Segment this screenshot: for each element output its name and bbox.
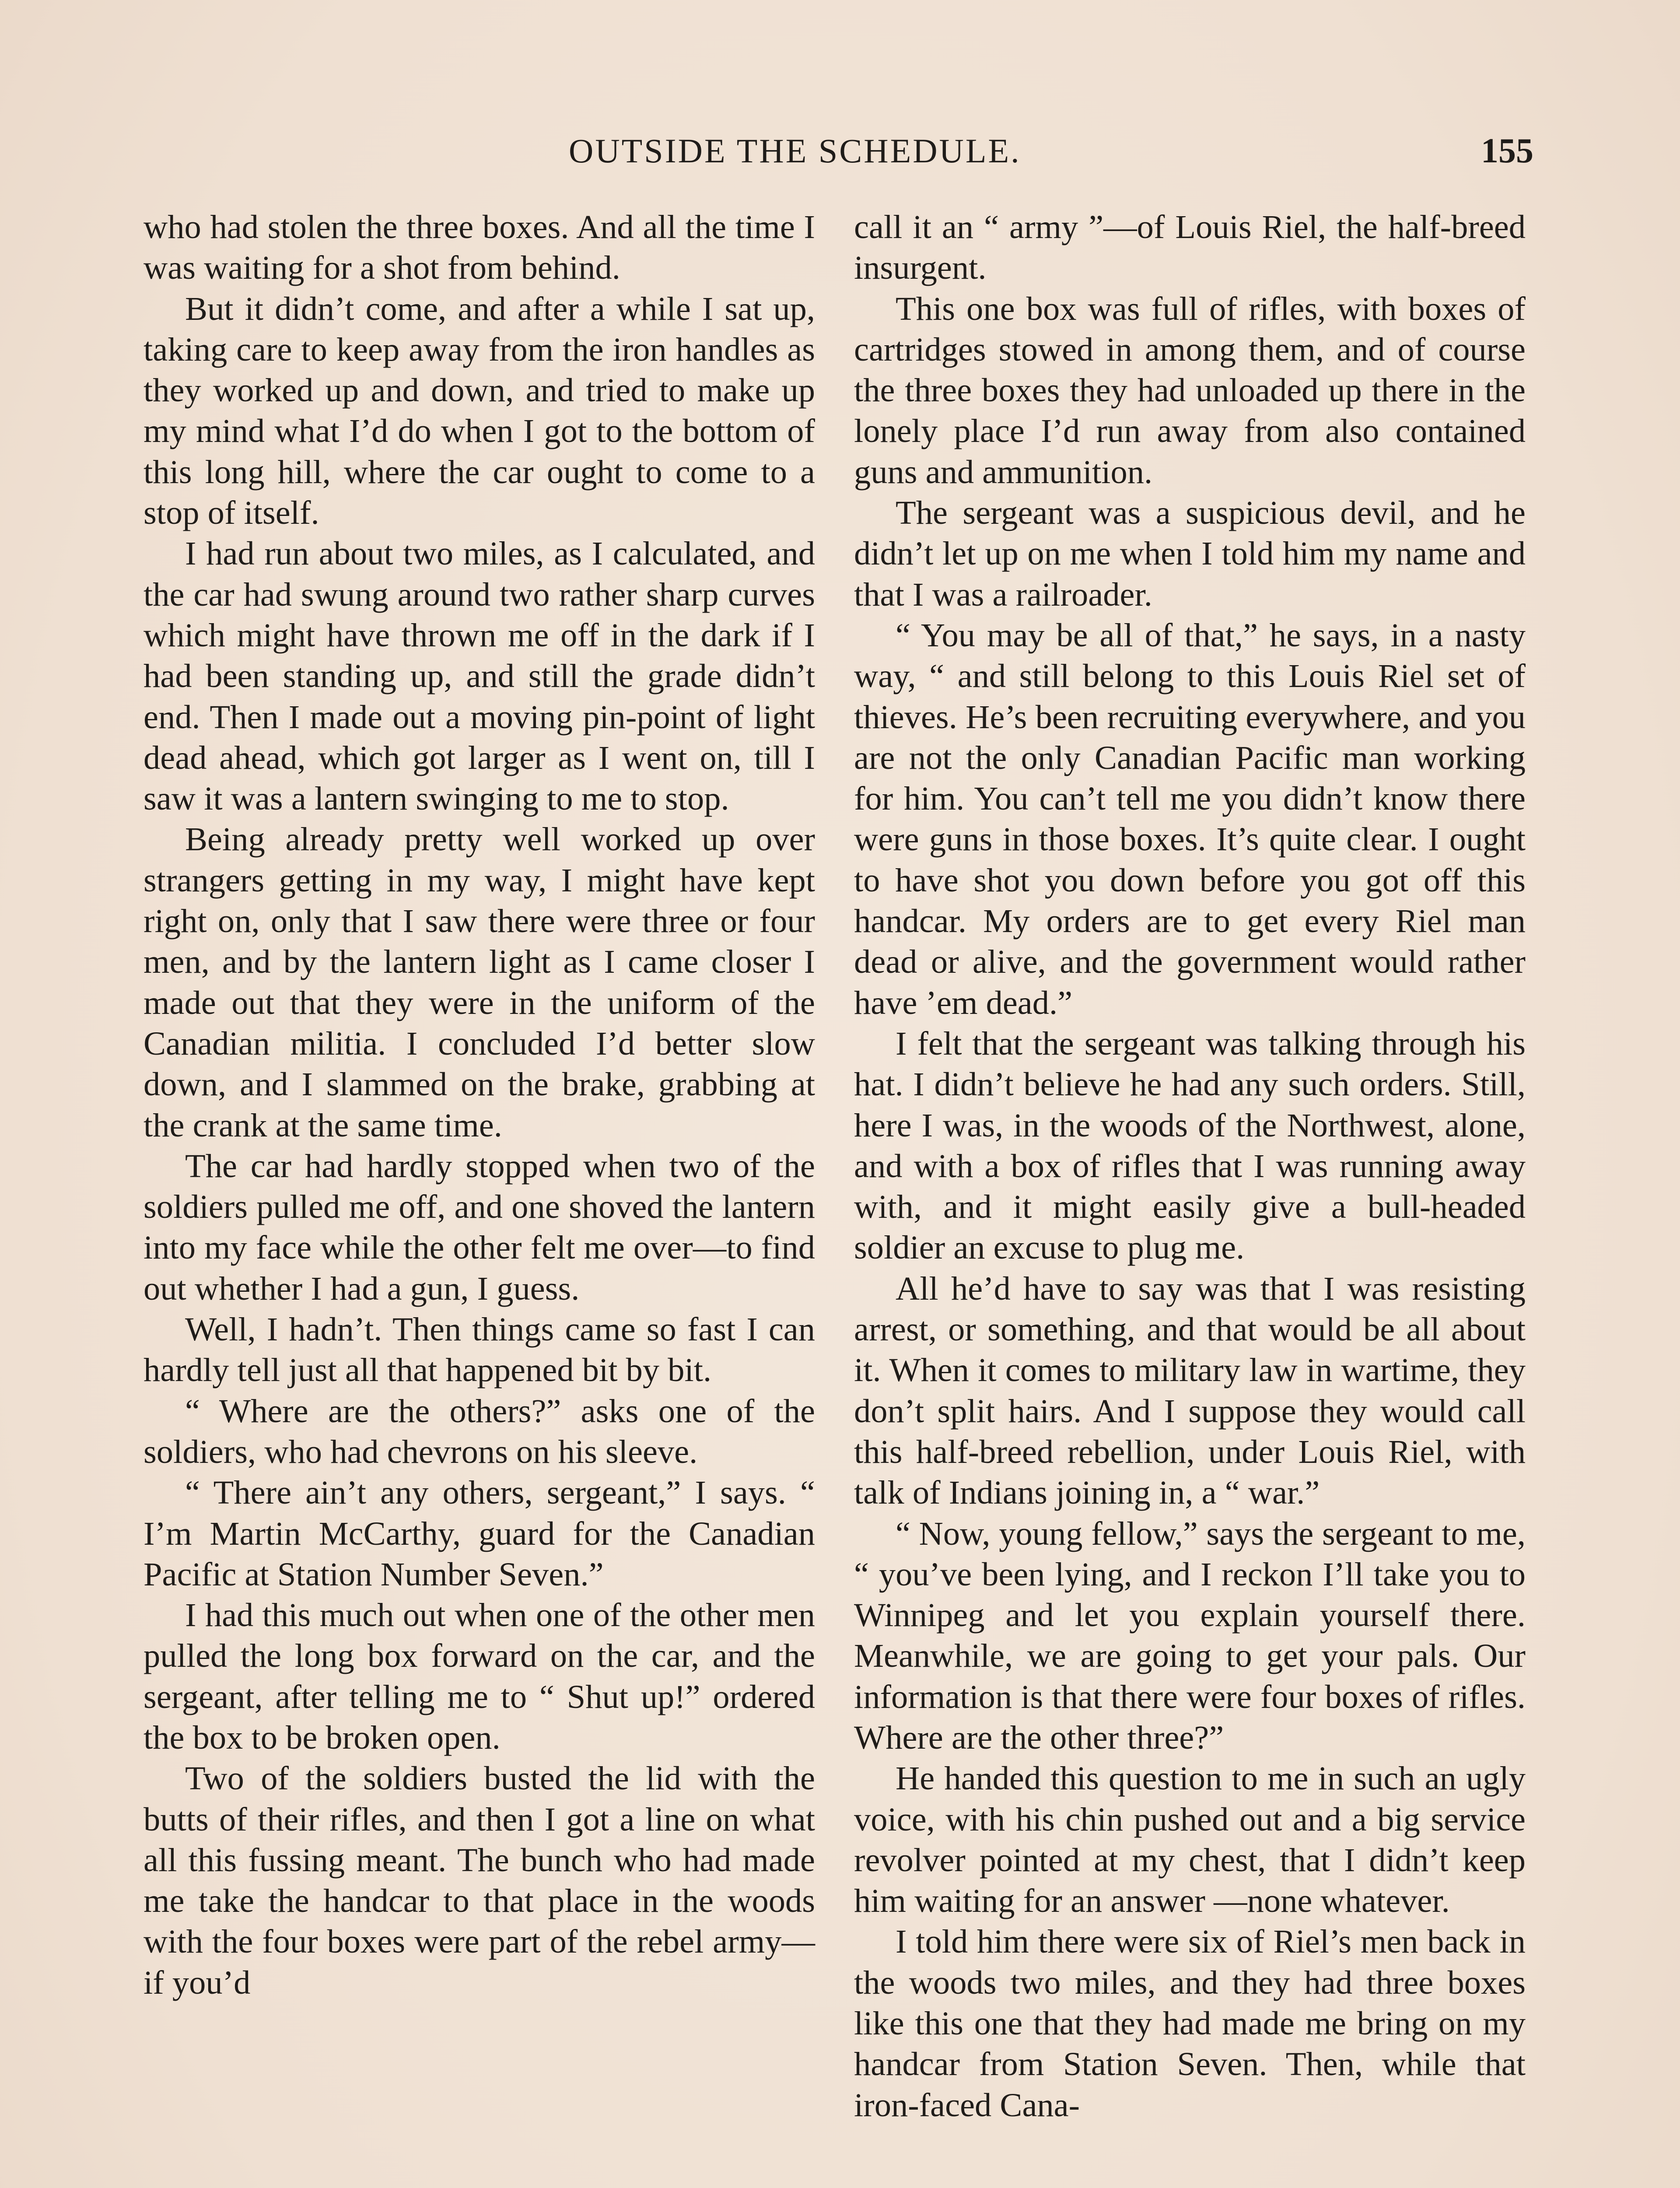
paragraph: The car had hardly stopped when two of the soldiers pulled me off, and one shoved the lantern into my face while the other felt me over—to find out whether I had a gun, I guess. <box>144 1147 815 1307</box>
text-column-right <box>854 207 1526 2125</box>
paragraph: I felt that the sergeant was talking through his hat. I didn’t believe he had any such orders. Still, here I was, in the woods of the Northwest, alone, and with a box of rifles that I was running away with, and it might easily give a bull-headed soldier an excuse to plug me. <box>854 1024 1526 1266</box>
running-header-title: OUTSIDE THE SCHEDULE. <box>569 132 1021 170</box>
text-column-left <box>144 207 815 2003</box>
paragraph: Well, I hadn’t. Then things came so fast I can hardly tell just all that happened bit by bit. <box>144 1311 815 1389</box>
paragraph: “ There ain’t any others, sergeant,” I says. “ I’m Martin McCarthy, guard for the Canadian Pacific at Station Number Seven.” <box>144 1474 815 1593</box>
paragraph: All he’d have to say was that I was resisting arrest, or something, and that would be all about it. When it comes to military law in wartime, they don’t split hairs. And I suppose they would call this half-breed rebellion, under Louis Riel, with talk of Indians joining in, a “ war.” <box>854 1269 1526 1511</box>
paragraph: He handed this question to me in such an ugly voice, with his chin pushed out and a big service revolver pointed at my chest, that I didn’t keep him waiting for an answer —none whatever. <box>854 1760 1526 1920</box>
paragraph: “ You may be all of that,” he says, in a nasty way, “ and still belong to this Louis Riel set of thieves. He’s been recruiting everywhere, and you are not the only Canadian Pacific man working for him. You can’t tell me you didn’t know there were guns in those boxes. It’s quite clear. I ought to have shot you down before you got off this handcar. My orders are to get every Riel man dead or alive, and the government would rather have ’em dead.” <box>854 616 1526 1021</box>
paragraph: “ Where are the others?” asks one of the soldiers, who had chevrons on his sleeve. <box>144 1392 815 1470</box>
paragraph: who had stolen the three boxes. And all the time I was waiting for a shot from behind. <box>144 208 815 287</box>
paragraph: The sergeant was a suspicious devil, and he didn’t let up on me when I told him my name and that I was a railroader. <box>854 494 1526 613</box>
paragraph: But it didn’t come, and after a while I sat up, taking care to keep away from the iron handles as they worked up and down, and tried to make up my mind what I’d do when I got to the bottom of this long hill, where the car ought to come to a stop of itself. <box>144 290 815 532</box>
paragraph: Two of the soldiers busted the lid with the butts of their rifles, and then I got a line on what all this fussing meant. The bunch who had made me take the handcar to that place in the woods with the four boxes were part of the rebel army—if you’d <box>144 1760 815 2001</box>
paragraph: I had run about two miles, as I calculated, and the car had swung around two rather sharp curves which might have thrown me off in the dark if I had been standing up, and still the grade didn’t end. Then I made out a moving pin-point of light dead ahead, which got larger as I went on, till I saw it was a lantern swinging to me to stop. <box>144 535 815 817</box>
paragraph: “ Now, young fellow,” says the sergeant to me, “ you’ve been lying, and I reckon I’ll take you to Winnipeg and let you explain yourself there. Meanwhile, we are going to get your pals. Our information is that there were four boxes of rifles. Where are the other three?” <box>854 1515 1526 1756</box>
page-number: 155 <box>1481 132 1533 170</box>
paragraph: I had this much out when one of the other men pulled the long box forward on the car, and the sergeant, after telling me to “ Shut up!” ordered the box to be broken open. <box>144 1596 815 1756</box>
paragraph: call it an “ army ”—of Louis Riel, the half-breed insurgent. <box>854 208 1526 287</box>
paragraph: Being already pretty well worked up over strangers getting in my way, I might have kept right on, only that I saw there were three or four men, and by the lantern light as I came closer I made out that they were in the uniform of the Canadian militia. I concluded I’d better slow down, and I slammed on the brake, grabbing at the crank at the same time. <box>144 820 815 1144</box>
paragraph: This one box was full of rifles, with boxes of cartridges stowed in among them, and of course the three boxes they had unloaded up there in the lonely place I’d run away from also contained guns and ammunition. <box>854 290 1526 491</box>
paragraph: I told him there were six of Riel’s men back in the woods two miles, and they had three boxes like this one that they had made me bring on my handcar from Station Seven. Then, while that iron-faced Cana- <box>854 1923 1526 2124</box>
